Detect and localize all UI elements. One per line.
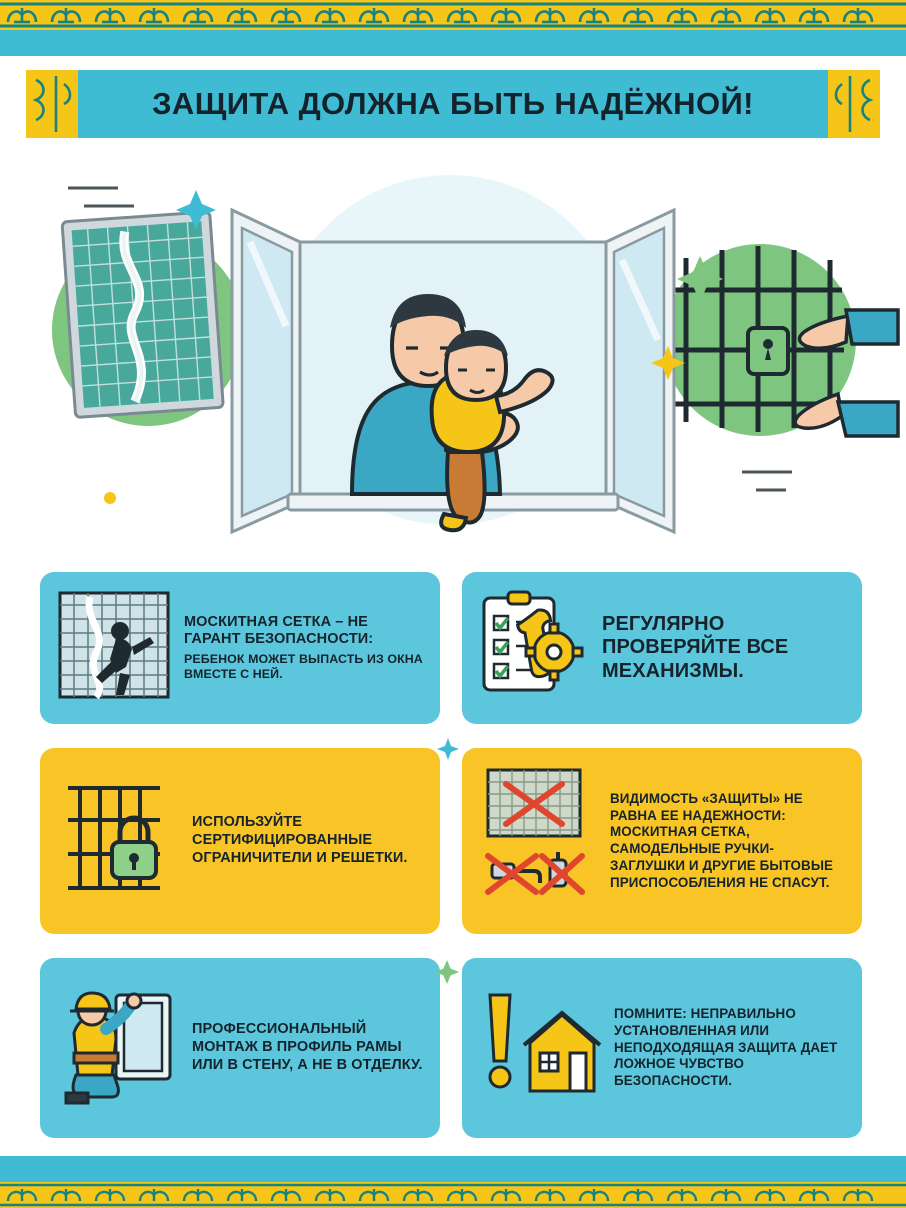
card-visibility-not-reliability <box>462 748 862 934</box>
card-body: РЕБЕНОК МОЖЕТ ВЫПАСТЬ ИЗ ОКНА ВМЕСТЕ С НЕЙ. <box>184 652 423 682</box>
card-heading: ПРОФЕССИОНАЛЬНЫЙ МОНТАЖ В ПРОФИЛЬ РАМЫ ИЛИ В СТЕНУ, А НЕ В ОТДЕЛКУ. <box>192 1021 423 1073</box>
card-mosquito-net-not-safe <box>40 572 440 724</box>
divider-sparkle-1 <box>437 738 459 765</box>
card-text <box>192 1021 424 1074</box>
title-banner <box>78 70 828 138</box>
card-heading: ПОМНИТЕ: НЕПРАВИЛЬНО УСТАНОВЛЕННАЯ ИЛИ НЕПОДХОДЯЩАЯ ЗАЩИТА ДАЕТ ЛОЖНОЕ ЧУВСТВО БЕЗОПАСНОСТИ. <box>614 1006 838 1089</box>
card-heading: ИСПОЛЬЗУЙТЕ СЕРТИФИЦИРОВАННЫЕ ОГРАНИЧИТЕЛИ И РЕШЕТКИ. <box>192 814 408 866</box>
card-text <box>184 614 424 683</box>
card-heading: МОСКИТНАЯ СЕТКА – НЕ ГАРАНТ БЕЗОПАСНОСТИ: <box>184 613 374 648</box>
tips-grid <box>40 572 866 1162</box>
card-text <box>614 1006 846 1090</box>
hero-illustration <box>0 150 906 560</box>
card-false-sense-of-safety <box>462 958 862 1138</box>
card-text <box>610 791 846 892</box>
title-ornament-right <box>828 70 880 138</box>
worker-installing-window-icon <box>56 981 180 1116</box>
teal-strip-top <box>0 30 906 56</box>
ornament-band-bottom <box>0 1182 906 1208</box>
card-text <box>602 613 846 684</box>
child-falling-through-net-icon <box>56 587 172 710</box>
ornament-band-top <box>0 0 906 30</box>
card-check-mechanisms <box>462 572 862 724</box>
card-heading: РЕГУЛЯРНО ПРОВЕРЯЙТЕ ВСЕ МЕХАНИЗМЫ. <box>602 612 789 682</box>
checklist-wrench-gear-icon <box>478 588 590 709</box>
title-region <box>26 70 880 138</box>
card-professional-installation <box>40 958 440 1138</box>
ornament-pattern <box>0 0 906 30</box>
teal-strip-bottom <box>0 1156 906 1182</box>
torn-mosquito-net-badge <box>52 212 244 426</box>
card-text <box>192 814 424 867</box>
card-use-certified-limiters <box>40 748 440 934</box>
exclamation-mark-house-icon <box>478 987 602 1110</box>
grille-with-padlock-icon <box>56 780 180 903</box>
crossed-out-net-and-handles-icon <box>478 764 598 919</box>
ornament-pattern-bottom <box>0 1182 906 1208</box>
card-heading: ВИДИМОСТЬ «ЗАЩИТЫ» НЕ РАВНА ЕЕ НАДЕЖНОСТИ: МОСКИТНАЯ СЕТКА, САМОДЕЛЬНЫЕ РУЧКИ-ЗАГЛУШКИ И ДРУГИЕ БЫТОВЫЕ ПРИСПОСОБЛЕНИЯ НЕ СПАСУТ. <box>610 790 834 890</box>
divider-sparkle-2 <box>435 960 459 989</box>
title-ornament-left <box>26 70 78 138</box>
page-title: ЗАЩИТА ДОЛЖНА БЫТЬ НАДЁЖНОЙ! <box>152 86 754 121</box>
